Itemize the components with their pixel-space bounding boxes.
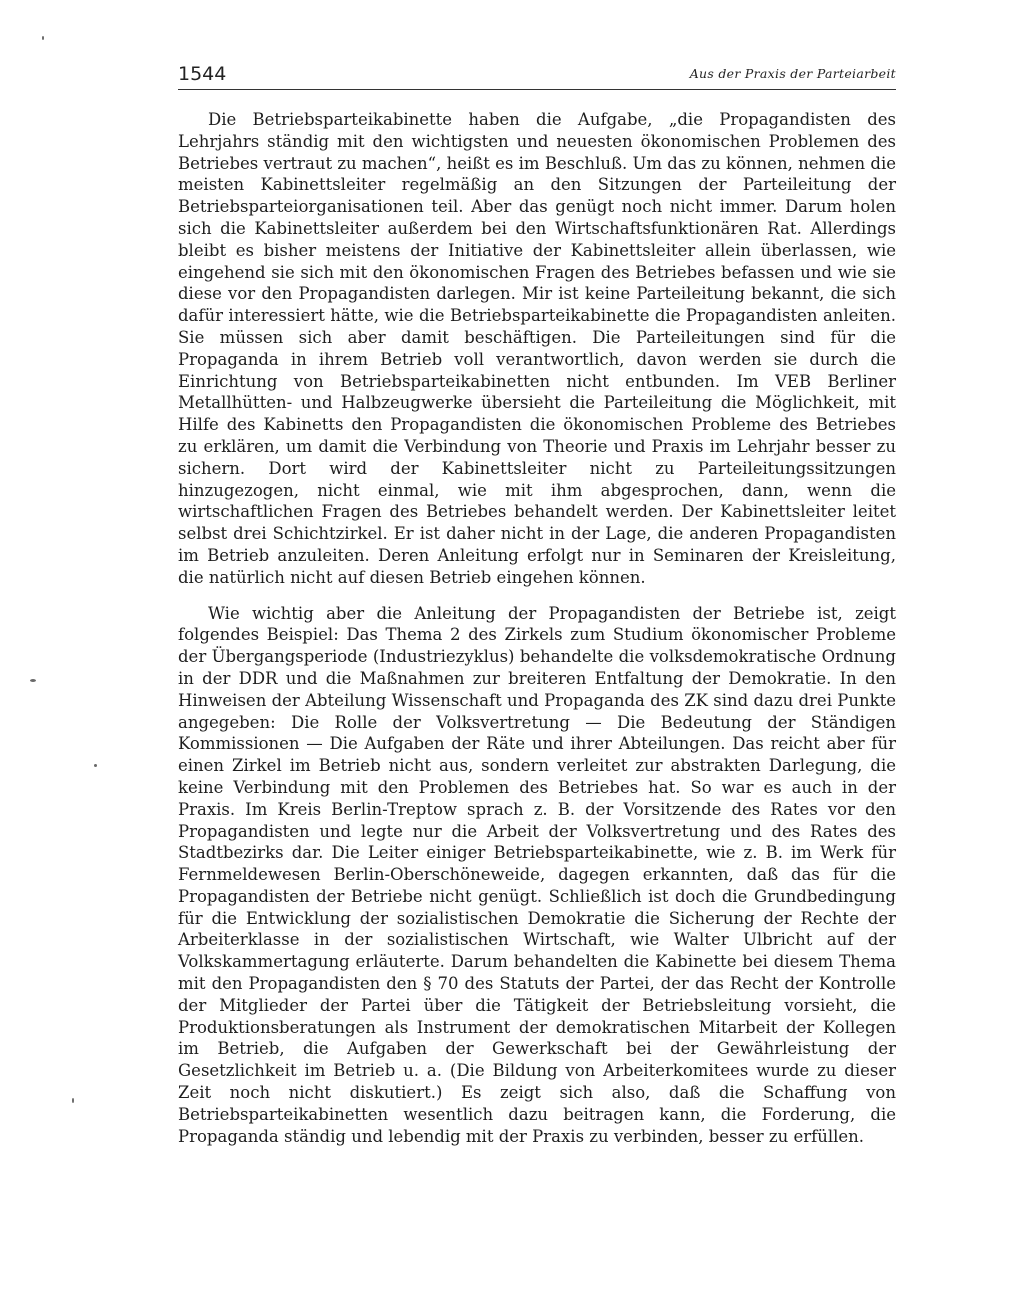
page-number: 1544 [178,63,227,85]
scan-speck [94,764,97,767]
page-header [178,62,896,90]
scan-speck [42,36,44,40]
body-text [178,109,896,1147]
header-rule [178,89,896,90]
paragraph-2: Wie wichtig aber die Anleitung der Propagandisten der Betriebe ist, zeigt folgendes Beispiel: Das Thema 2 des Zirkels zum Studium ökonomischer Probleme der Übergangsperiode (Industriezyklus) behandelte die volksdemokratische Ordnung in der DDR und die Maßnahmen zur breiteren Entfaltung der Demokratie. In den Hinweisen der Abteilung Wissenschaft und Propaganda des ZK sind dazu drei Punkte angegeben: Die Rolle der Volksvertretung — Die Bedeutung der Ständigen Kommissionen — Die Aufgaben der Räte und ihrer Abteilungen. Das reicht aber für einen Zirkel im Betrieb nicht aus, sondern verleitet zur abstrakten Darlegung, die keine Verbindung mit den Problemen des Betriebes hat. So war es auch in der Praxis. Im Kreis Berlin-Treptow sprach z. B. der Vorsitzende des Rates vor den Propagandisten und legte nur die Arbeit der Volksvertretung und des Rates des Stadtbezirks dar. Die Leiter einiger Betriebsparteikabinette, wie z. B. im Werk für Fernmeldewesen Berlin-Oberschöneweide, dagegen erkannten, daß das für die Propagandisten der Betriebe nicht genügt. Schließlich ist doch die Grundbedingung für die Entwicklung der sozialistischen Demokratie die Sicherung der Rechte der Arbeiterklasse in der sozialistischen Wirtschaft, wie Walter Ulbricht auf der Volkskammertagung erläuterte. Darum behandelten die Kabinette bei diesem Thema mit den Propagandisten den § 70 des Statuts der Partei, der das Recht der Kontrolle der Mitglieder der Partei über die Tätigkeit der Betriebsleitung vorsieht, die Produktionsberatungen als Instrument der demokratischen Mitarbeit der Kollegen im Betrieb, die Aufgaben der Gewerkschaft bei der Gewährleistung der Gesetzlichkeit im Betrieb u. a. (Die Bildung von Arbeiterkomitees wurde zu dieser Zeit noch nicht diskutiert.) Es zeigt sich also, daß die Schaffung von Betriebsparteikabinetten wesentlich dazu beitragen kann, die Forderung, die Propaganda ständig und lebendig mit der Praxis zu verbinden, besser zu erfüllen. [178,603,896,1146]
scan-speck [30,679,36,682]
paragraph-1: Die Betriebsparteikabinette haben die Aufgabe, „die Propagandisten des Lehrjahrs ständig mit den wichtigsten und neuesten ökonomischen Problemen des Betriebes vertraut zu machen“, heißt es im Beschluß. Um das zu können, nehmen die meisten Kabinettsleiter regelmäßig an den Sitzungen der Parteileitung der Betriebsparteiorganisationen teil. Aber das genügt noch nicht immer. Darum holen sich die Kabinettsleiter außerdem bei den Wirtschaftsfunktionären Rat. Allerdings bleibt es bisher meistens der Initiative der Kabinettsleiter allein überlassen, wie eingehend sie sich mit den ökonomischen Fragen des Betriebes befassen und wie sie diese vor den Propagandisten darlegen. Mir ist keine Parteileitung bekannt, die sich dafür interessiert hätte, wie die Betriebsparteikabinette die Propagandisten anleiten. Sie müssen sich aber damit beschäftigen. Die Parteileitungen sind für die Propaganda in ihrem Betrieb voll verantwortlich, davon werden sie durch die Einrichtung von Betriebsparteikabinetten nicht entbunden. Im VEB Berliner Metallhütten- und Halbzeugwerke übersieht die Parteileitung die Möglichkeit, mit Hilfe des Kabinetts den Propagandisten die ökonomischen Probleme des Betriebes zu erklären, um damit die Verbindung von Theorie und Praxis im Lehrjahr besser zu sichern. Dort wird der Kabinettsleiter nicht zu Parteileitungssitzungen hinzugezogen, nicht einmal, wie mit ihm abgesprochen, dann, wenn die wirtschaftlichen Fragen des Betriebes behandelt werden. Der Kabinettsleiter leitet selbst drei Schichtzirkel. Er ist daher nicht in der Lage, die anderen Propagandisten im Betrieb anzuleiten. Deren Anleitung erfolgt nur in Seminaren der Kreisleitung, die natürlich nicht auf diesen Betrieb eingehen können. [178,110,896,587]
scan-speck [72,1098,74,1103]
running-head: Aus der Praxis der Parteiarbeit [689,66,896,81]
